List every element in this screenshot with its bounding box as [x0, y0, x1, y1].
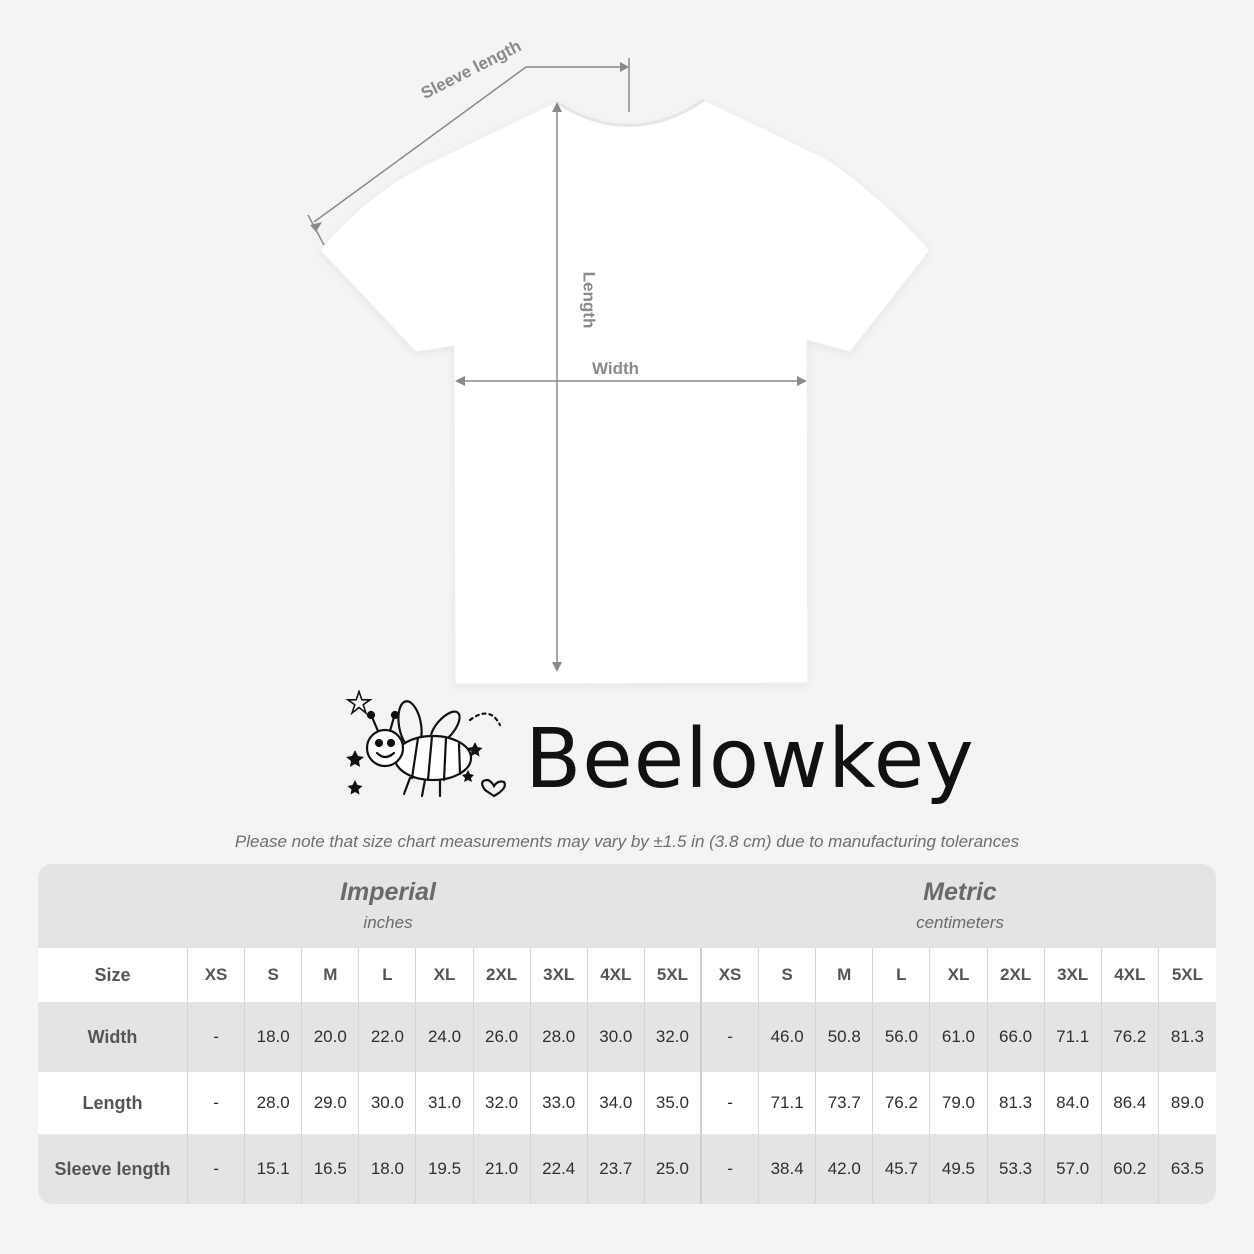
size-column-header: 4XL — [1102, 948, 1159, 1002]
imperial-value-cell: 18.0 — [359, 1134, 416, 1204]
metric-value-cell: - — [702, 1134, 759, 1204]
length-label: Length — [579, 271, 599, 329]
size-column-header: S — [245, 948, 302, 1002]
size-header-cell: Size — [38, 948, 188, 1002]
metric-value-cell: 50.8 — [816, 1002, 873, 1072]
metric-value-cell: - — [702, 1002, 759, 1072]
imperial-value-cell: 34.0 — [588, 1072, 645, 1134]
brand-name: Beelowkey — [525, 712, 975, 807]
imperial-value-cell: - — [188, 1002, 245, 1072]
metric-value-cell: 76.2 — [873, 1072, 930, 1134]
size-column-header: L — [873, 948, 930, 1002]
row-label: Sleeve length — [38, 1134, 188, 1204]
metric-value-cell: 73.7 — [816, 1072, 873, 1134]
imperial-value-cell: - — [188, 1072, 245, 1134]
metric-title: Metric — [923, 878, 997, 906]
imperial-value-cell: 32.0 — [645, 1002, 702, 1072]
width-label: Width — [592, 359, 640, 378]
table-row — [38, 1072, 1216, 1134]
table-row — [38, 1002, 1216, 1072]
size-column-header: 2XL — [474, 948, 531, 1002]
imperial-value-cell: 28.0 — [531, 1002, 588, 1072]
imperial-value-cell: 18.0 — [245, 1002, 302, 1072]
imperial-value-cell: 15.1 — [245, 1134, 302, 1204]
metric-value-cell: 61.0 — [930, 1002, 987, 1072]
imperial-value-cell: 26.0 — [474, 1002, 531, 1072]
metric-value-cell: - — [702, 1072, 759, 1134]
metric-value-cell: 63.5 — [1170, 1159, 1204, 1178]
imperial-unit: inches — [363, 913, 413, 932]
table-header-row — [38, 948, 1216, 1002]
metric-value-cell: 71.1 — [759, 1072, 816, 1134]
size-column-header: S — [759, 948, 816, 1002]
size-column-header: XS — [702, 948, 759, 1002]
size-column-header: 5XL — [1171, 965, 1203, 984]
imperial-value-cell: 22.0 — [359, 1002, 416, 1072]
metric-value-cell: 84.0 — [1045, 1072, 1102, 1134]
size-chart-table — [38, 864, 1216, 1204]
imperial-value-cell: 22.4 — [531, 1134, 588, 1204]
sleeve-length-label: Sleeve length — [418, 36, 525, 103]
metric-value-cell: 45.7 — [873, 1134, 930, 1204]
metric-value-cell: 53.3 — [988, 1134, 1045, 1204]
metric-header — [704, 864, 1216, 948]
imperial-value-cell: 28.0 — [245, 1072, 302, 1134]
imperial-value-cell: 25.0 — [645, 1134, 702, 1204]
size-column-header: 2XL — [988, 948, 1045, 1002]
row-label: Length — [38, 1072, 188, 1134]
size-column-header: XS — [188, 948, 245, 1002]
metric-value-cell: 66.0 — [988, 1002, 1045, 1072]
imperial-value-cell: 35.0 — [645, 1072, 702, 1134]
metric-value-cell: 81.3 — [988, 1072, 1045, 1134]
metric-value-cell: 42.0 — [816, 1134, 873, 1204]
imperial-value-cell: 29.0 — [302, 1072, 359, 1134]
metric-value-cell: 56.0 — [873, 1002, 930, 1072]
imperial-value-cell: 24.0 — [416, 1002, 473, 1072]
metric-value-cell: 86.4 — [1102, 1072, 1159, 1134]
tolerance-note: Please note that size chart measurements may vary by ±1.5 in (3.8 cm) due to manufacturing tolerances — [234, 832, 1020, 851]
imperial-value-cell: 32.0 — [474, 1072, 531, 1134]
size-column-header: 3XL — [531, 948, 588, 1002]
metric-unit: centimeters — [916, 913, 1004, 932]
metric-value-cell: 79.0 — [930, 1072, 987, 1134]
imperial-value-cell: 30.0 — [588, 1002, 645, 1072]
size-column-header: 4XL — [588, 948, 645, 1002]
metric-value-cell: 71.1 — [1045, 1002, 1102, 1072]
metric-value-cell: 49.5 — [930, 1134, 987, 1204]
size-grid — [38, 948, 1216, 1204]
tshirt-shape — [320, 100, 930, 684]
metric-value-cell: 57.0 — [1045, 1134, 1102, 1204]
size-column-header: XL — [930, 948, 987, 1002]
imperial-value-cell: 16.5 — [302, 1134, 359, 1204]
imperial-value-cell: 23.7 — [588, 1134, 645, 1204]
row-label: Width — [38, 1002, 188, 1072]
imperial-value-cell: - — [188, 1134, 245, 1204]
imperial-value-cell: 19.5 — [416, 1134, 473, 1204]
imperial-value-cell: 30.0 — [359, 1072, 416, 1134]
size-column-header: L — [359, 948, 416, 1002]
imperial-value-cell: 21.0 — [474, 1134, 531, 1204]
size-column-header: M — [302, 948, 359, 1002]
imperial-value-cell: 31.0 — [416, 1072, 473, 1134]
size-column-header: M — [816, 948, 873, 1002]
metric-value-cell: 38.4 — [759, 1134, 816, 1204]
imperial-header — [38, 864, 738, 948]
metric-value-cell: 60.2 — [1102, 1134, 1159, 1204]
table-row — [38, 1134, 1216, 1204]
imperial-value-cell: 33.0 — [531, 1072, 588, 1134]
size-column-header: 3XL — [1045, 948, 1102, 1002]
size-column-header: XL — [416, 948, 473, 1002]
metric-value-cell: 89.0 — [1170, 1093, 1204, 1112]
size-column-header: 5XL — [645, 948, 702, 1002]
imperial-value-cell: 20.0 — [302, 1002, 359, 1072]
imperial-title: Imperial — [340, 878, 436, 906]
metric-value-cell: 81.3 — [1170, 1027, 1204, 1046]
metric-value-cell: 76.2 — [1102, 1002, 1159, 1072]
metric-value-cell: 46.0 — [759, 1002, 816, 1072]
